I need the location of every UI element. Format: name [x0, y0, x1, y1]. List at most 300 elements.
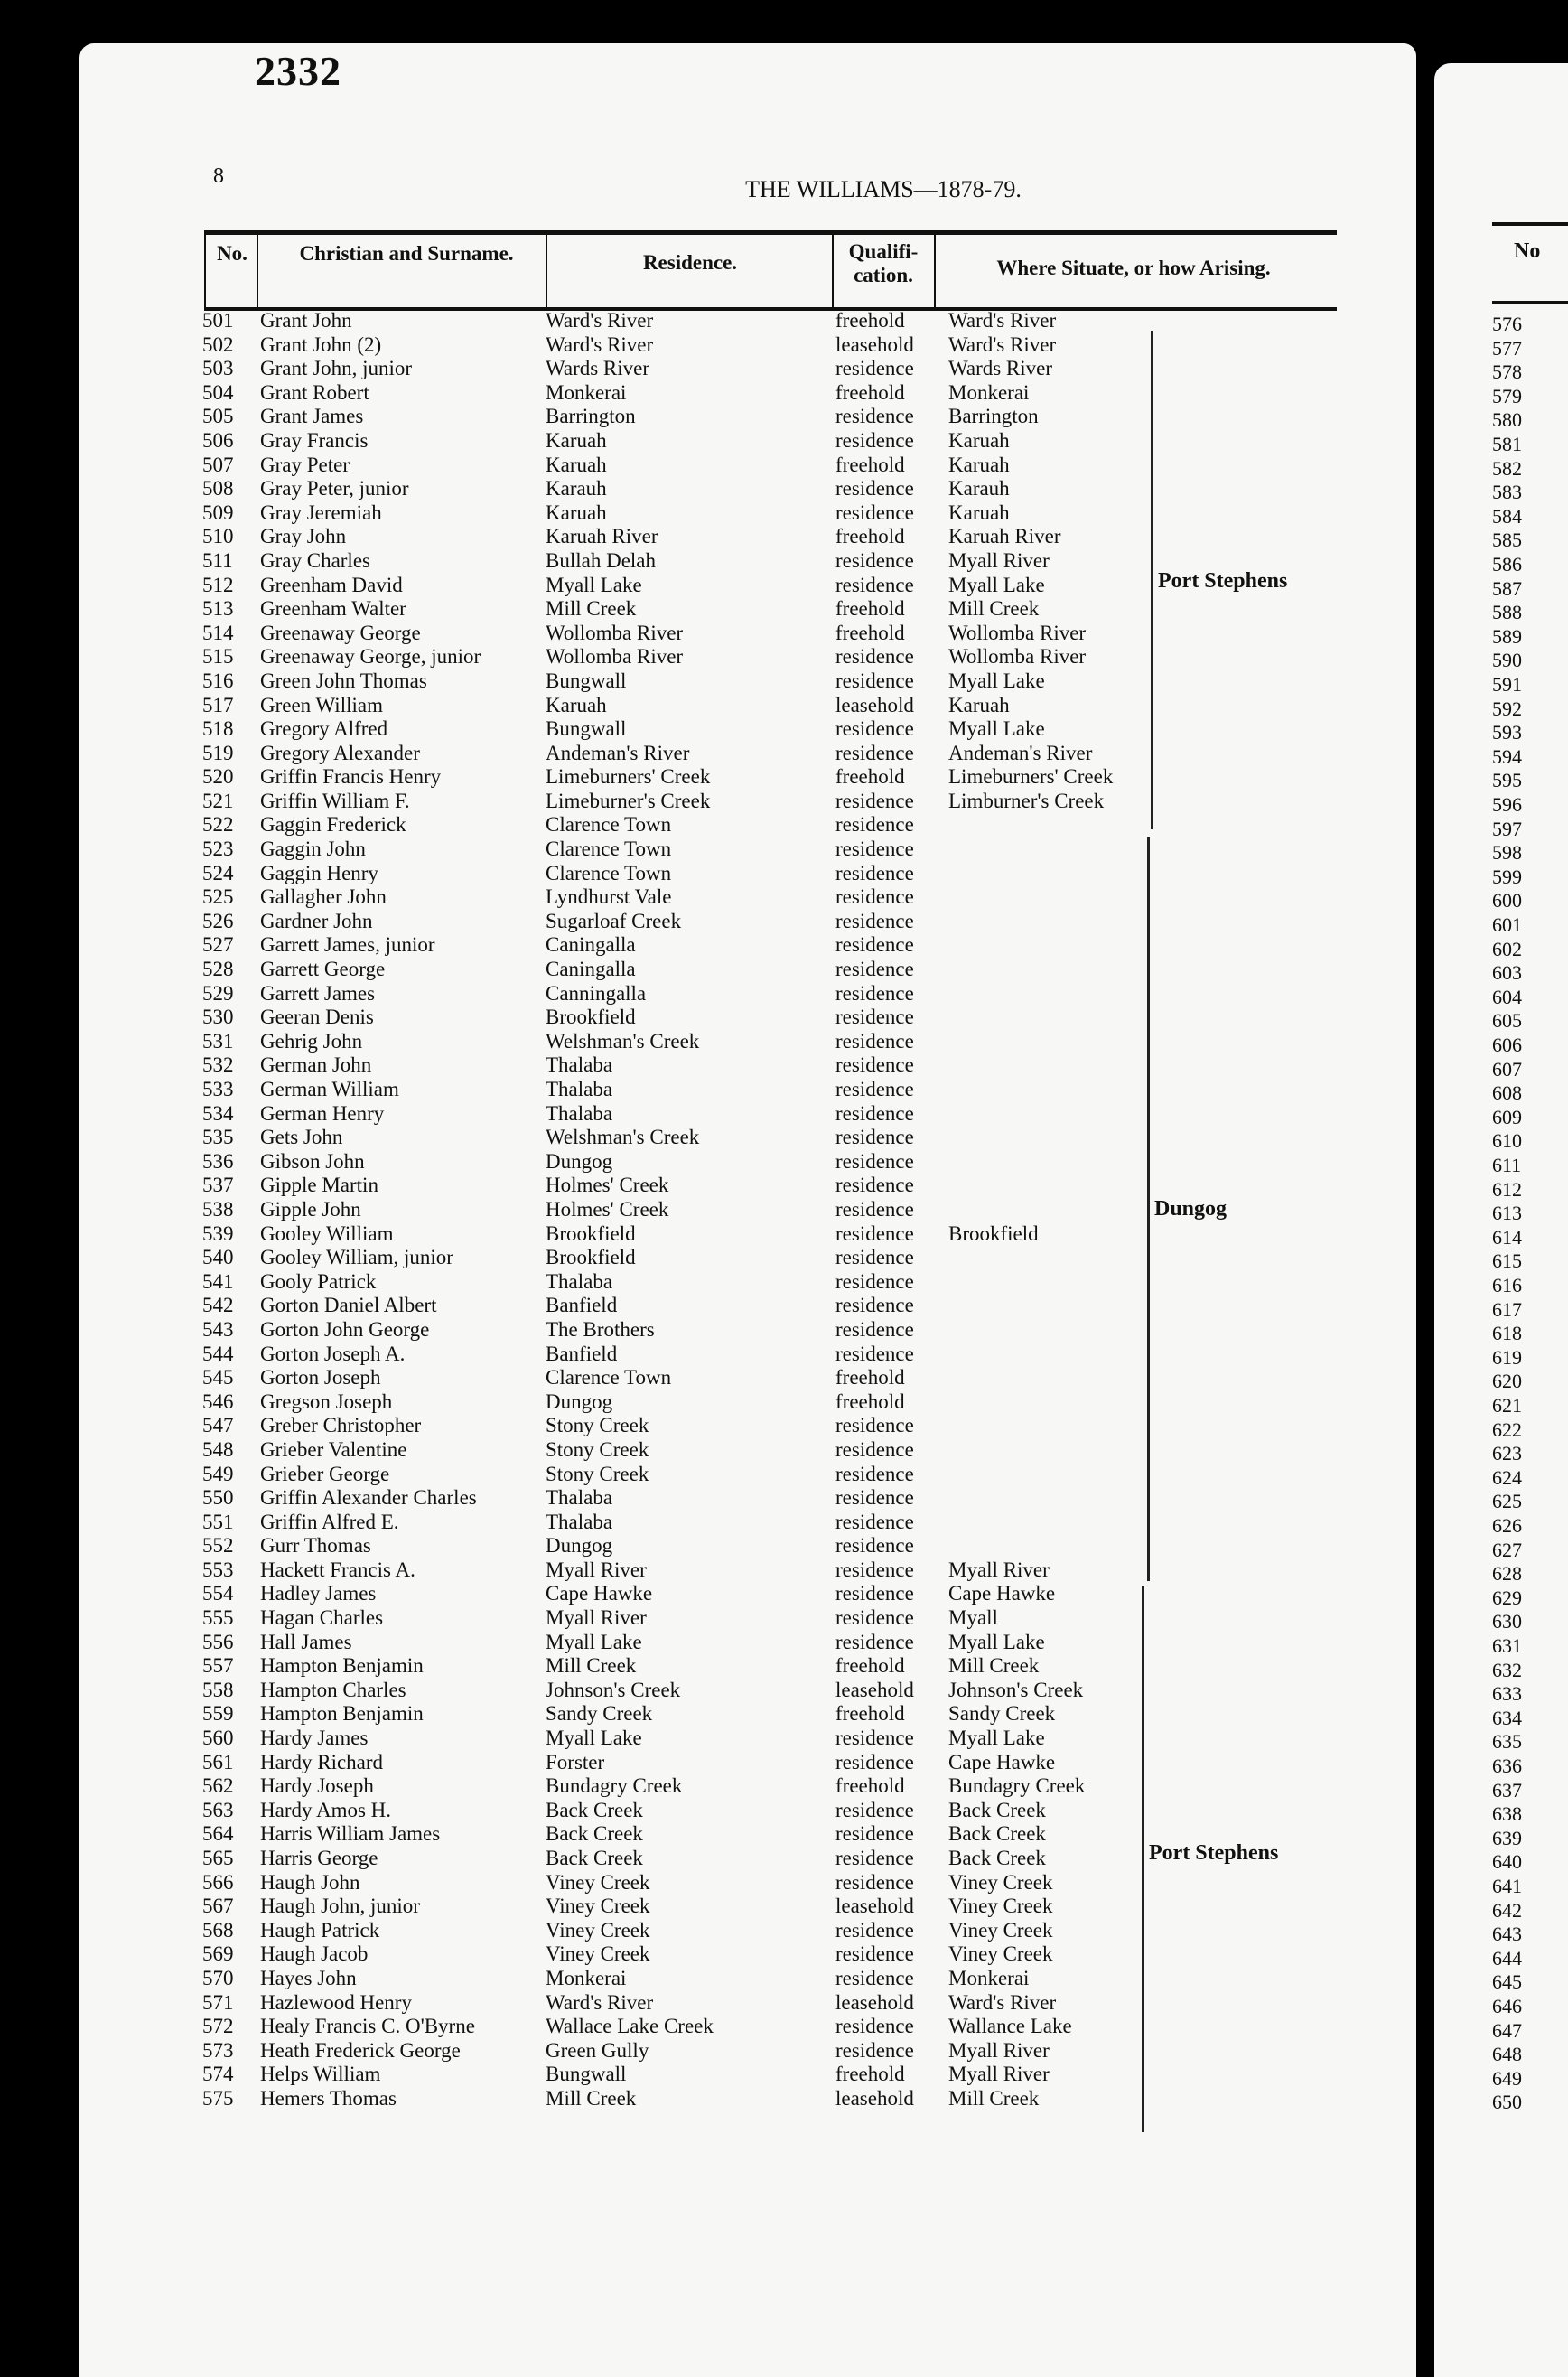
entry-number: 575 — [202, 2086, 234, 2110]
entry-number: 505 — [202, 405, 234, 428]
entry-residence: Brookfield — [546, 1246, 636, 1269]
entry-name: Griffin Francis Henry — [260, 765, 442, 789]
table-row — [181, 1366, 1337, 1390]
table-row — [181, 405, 1337, 429]
entry-where: Cape Hawke — [948, 1582, 1056, 1605]
right-page-entry-number: 592 — [1492, 697, 1522, 720]
entry-name: Griffin Alexander Charles — [260, 1486, 477, 1510]
right-page-entry-number: 625 — [1492, 1490, 1522, 1513]
entry-name: Grieber Valentine — [260, 1437, 407, 1461]
entry-qualification: residence — [835, 1078, 914, 1100]
entry-qualification: residence — [835, 1606, 914, 1630]
entry-residence: Mill Creek — [546, 597, 637, 621]
entry-qualification: residence — [835, 1727, 914, 1750]
right-page-entry-number: 636 — [1492, 1755, 1522, 1777]
entry-number: 503 — [202, 357, 234, 380]
entry-number: 560 — [202, 1727, 234, 1750]
entry-residence: Forster — [546, 1750, 605, 1773]
entry-where: Myall River — [948, 1558, 1050, 1581]
entry-qualification: residence — [835, 1149, 914, 1173]
entry-residence: Andeman's River — [546, 741, 690, 764]
entry-number: 518 — [202, 717, 234, 741]
entry-name: Garrett James, junior — [260, 933, 435, 957]
right-page-entry-number: 624 — [1492, 1465, 1522, 1489]
entry-name: Geeran Denis — [260, 1006, 374, 1029]
entry-number: 531 — [202, 1029, 234, 1053]
entry-qualification: leasehold — [835, 1895, 914, 1918]
right-page-entry-number: 607 — [1492, 1057, 1522, 1081]
entry-where: Karauh — [948, 477, 1010, 501]
entry-number: 519 — [202, 741, 234, 764]
entry-number: 558 — [202, 1678, 234, 1701]
entry-where: Cape Hawke — [948, 1750, 1056, 1773]
right-page-entry-number: 622 — [1492, 1418, 1522, 1441]
entry-name: Haugh John, junior — [260, 1895, 420, 1918]
right-page-entry-number: 586 — [1492, 553, 1522, 576]
entry-residence: Holmes' Creek — [546, 1197, 669, 1221]
bracket-label: Port Stephens — [1158, 569, 1288, 593]
table-row — [181, 742, 1337, 766]
right-page-entry-number: 576 — [1492, 313, 1522, 335]
entry-name: Greenaway George — [260, 621, 421, 644]
entry-number: 569 — [202, 1942, 234, 1966]
table-row — [181, 645, 1337, 669]
entry-number: 534 — [202, 1101, 234, 1125]
table-row — [181, 1871, 1337, 1895]
table-row — [181, 333, 1337, 358]
right-page-entry-number: 630 — [1492, 1610, 1522, 1633]
table-row — [181, 1414, 1337, 1438]
right-page-entry-number: 643 — [1492, 1923, 1522, 1946]
entry-name: Hayes John — [260, 1966, 357, 1989]
header-no: No. — [217, 242, 247, 265]
entry-number: 508 — [202, 477, 234, 501]
entry-qualification: residence — [835, 477, 914, 501]
table-row — [181, 1343, 1337, 1367]
entry-residence: Thalaba — [546, 1078, 613, 1100]
entry-residence: Monkerai — [546, 1966, 627, 1989]
entry-where: Myall Lake — [948, 669, 1045, 692]
entry-qualification: residence — [835, 1269, 914, 1293]
entry-name: Hazlewood Henry — [260, 1990, 412, 2014]
entry-number: 565 — [202, 1847, 234, 1869]
entry-residence: Dungog — [546, 1534, 613, 1558]
entry-qualification: freehold — [835, 309, 905, 332]
right-page-entry-number: 594 — [1492, 744, 1522, 768]
entry-where: Karuah — [948, 501, 1010, 524]
entry-number: 524 — [202, 861, 234, 884]
table-row — [181, 1774, 1337, 1799]
right-page-entry-number: 600 — [1492, 889, 1522, 912]
entry-residence: Caningalla — [546, 933, 636, 957]
entry-qualification: residence — [835, 1174, 914, 1197]
table-row — [181, 622, 1337, 646]
entry-qualification: residence — [835, 1053, 914, 1077]
entry-where: Johnson's Creek — [948, 1678, 1084, 1701]
entry-qualification: residence — [835, 1582, 914, 1605]
entry-qualification: residence — [835, 1029, 914, 1053]
entry-where: Limeburners' Creek — [948, 765, 1114, 789]
right-page-entry-number: 602 — [1492, 937, 1522, 960]
entry-name: Gray Jeremiah — [260, 501, 382, 524]
entry-where: Back Creek — [948, 1847, 1046, 1869]
table-row — [181, 1102, 1337, 1127]
entry-name: Greber Christopher — [260, 1414, 422, 1437]
entry-number: 538 — [202, 1197, 234, 1221]
entry-residence: Thalaba — [546, 1510, 613, 1533]
entry-name: Gaggin John — [260, 838, 366, 861]
entry-qualification: residence — [835, 357, 914, 380]
right-page-entry-number: 611 — [1492, 1154, 1522, 1176]
entry-number: 540 — [202, 1246, 234, 1269]
entry-name: Hardy Richard — [260, 1750, 384, 1773]
entry-qualification: leasehold — [835, 2086, 914, 2110]
entry-name: Hackett Francis A. — [260, 1558, 415, 1581]
column-divider — [832, 231, 834, 309]
right-page-entry-number: 609 — [1492, 1105, 1522, 1128]
column-divider — [257, 231, 258, 309]
entry-number: 544 — [202, 1342, 234, 1365]
entry-qualification: residence — [835, 1437, 914, 1461]
entry-where: Wollomba River — [948, 621, 1087, 644]
table-row — [181, 1654, 1337, 1679]
table-row — [181, 885, 1337, 910]
entry-name: Gooley William, junior — [260, 1246, 453, 1269]
right-page-entry-number: 626 — [1492, 1514, 1522, 1537]
entry-name: German William — [260, 1078, 399, 1100]
entry-residence: Lyndhurst Vale — [546, 885, 672, 909]
entry-qualification: residence — [835, 1246, 914, 1269]
right-page-entry-number: 585 — [1492, 529, 1522, 552]
entry-number: 571 — [202, 1990, 234, 2014]
right-page-entry-number: 580 — [1492, 408, 1522, 432]
entry-number: 517 — [202, 693, 234, 716]
table-row — [181, 1294, 1337, 1318]
table-row — [181, 1246, 1337, 1270]
entry-qualification: residence — [835, 861, 914, 884]
entry-residence: Bungwall — [546, 717, 627, 741]
entry-residence: Karuah — [546, 501, 607, 524]
entry-name: Gets John — [260, 1126, 343, 1149]
right-page-entry-number: 635 — [1492, 1730, 1522, 1754]
entry-name: Gregory Alexander — [260, 741, 420, 764]
entry-number: 557 — [202, 1654, 234, 1678]
entry-where: Bundagry Creek — [948, 1774, 1086, 1798]
entry-qualification: residence — [835, 1462, 914, 1485]
entry-number: 536 — [202, 1149, 234, 1173]
entry-residence: Viney Creek — [546, 1870, 650, 1894]
entry-number: 559 — [202, 1702, 234, 1726]
table-row — [181, 813, 1337, 838]
entry-number: 537 — [202, 1174, 234, 1197]
entry-name: Gehrig John — [260, 1029, 363, 1053]
entry-qualification: leasehold — [835, 1990, 914, 2014]
entry-residence: Myall River — [546, 1558, 647, 1581]
entry-residence: Barrington — [546, 405, 636, 428]
entry-name: Greenham Walter — [260, 597, 406, 621]
right-page-entry-number: 591 — [1492, 673, 1522, 696]
entry-qualification: residence — [835, 741, 914, 764]
entry-where: Mill Creek — [948, 597, 1040, 621]
entry-where: Myall Lake — [948, 717, 1045, 741]
entry-name: Gipple Martin — [260, 1174, 378, 1197]
table-row — [181, 1679, 1337, 1703]
right-page-entry-number: 582 — [1492, 456, 1522, 480]
entry-qualification: residence — [835, 1486, 914, 1510]
table-row — [181, 1727, 1337, 1751]
right-page-entry-number: 587 — [1492, 576, 1522, 600]
entry-residence: Ward's River — [546, 1990, 654, 2014]
entry-name: Gregson Joseph — [260, 1390, 393, 1413]
entry-residence: Karuah — [546, 453, 607, 476]
table-row — [181, 501, 1337, 526]
entry-qualification: freehold — [835, 1774, 905, 1798]
entry-qualification: freehold — [835, 453, 905, 476]
entry-number: 504 — [202, 380, 234, 404]
entry-qualification: freehold — [835, 621, 905, 644]
entry-residence: Ward's River — [546, 332, 654, 356]
right-page-entry-number: 579 — [1492, 384, 1522, 407]
entry-name: German John — [260, 1053, 372, 1077]
right-page-entry-number: 617 — [1492, 1297, 1522, 1321]
entry-residence: Karuah — [546, 693, 607, 716]
entry-name: Hampton Benjamin — [260, 1702, 424, 1726]
entry-residence: Karauh — [546, 477, 607, 501]
right-page-entry-number: 589 — [1492, 624, 1522, 648]
entry-residence: Viney Creek — [546, 1895, 650, 1918]
entry-name: Grant James — [260, 405, 364, 428]
right-page-entry-number: 614 — [1492, 1225, 1522, 1249]
table-row — [181, 1150, 1337, 1174]
right-page-entry-number: 601 — [1492, 913, 1522, 936]
entry-qualification: freehold — [835, 2063, 905, 2086]
right-page-entry-number: 650 — [1492, 2091, 1522, 2114]
entry-number: 509 — [202, 501, 234, 524]
entry-qualification: leasehold — [835, 1678, 914, 1701]
table-row — [181, 765, 1337, 790]
right-page-entry-number: 637 — [1492, 1778, 1522, 1801]
right-page-entry-number: 618 — [1492, 1322, 1522, 1345]
entry-residence: Johnson's Creek — [546, 1678, 681, 1701]
right-page-entry-number: 593 — [1492, 721, 1522, 744]
right-page-entry-number: 595 — [1492, 769, 1522, 792]
entry-name: Gray Charles — [260, 548, 370, 572]
folio-number: 8 — [213, 164, 224, 188]
table-row — [181, 2039, 1337, 2063]
table-row — [181, 1486, 1337, 1511]
header-where: Where Situate, or how Arising. — [996, 257, 1271, 279]
bracket-label: Port Stephens — [1149, 1841, 1279, 1865]
table-row — [181, 381, 1337, 406]
entry-name: Hardy Amos H. — [260, 1798, 392, 1821]
table-row — [181, 933, 1337, 958]
entry-name: Griffin William F. — [260, 789, 410, 812]
entry-residence: Myall River — [546, 1606, 647, 1630]
page-number: 2332 — [255, 48, 341, 94]
table-row — [181, 862, 1337, 886]
entry-number: 566 — [202, 1870, 234, 1894]
right-page-entry-number: 596 — [1492, 793, 1522, 816]
entry-qualification: residence — [835, 958, 914, 981]
entry-qualification: residence — [835, 1870, 914, 1894]
entry-residence: Dungog — [546, 1149, 613, 1173]
entry-number: 530 — [202, 1006, 234, 1029]
entry-qualification: residence — [835, 669, 914, 692]
header-qualification: Qualifi- cation. — [848, 240, 919, 286]
entry-qualification: freehold — [835, 1366, 905, 1390]
entry-where: Sandy Creek — [948, 1702, 1056, 1726]
entry-residence: Thalaba — [546, 1269, 613, 1293]
entry-name: Hagan Charles — [260, 1606, 384, 1630]
entry-number: 514 — [202, 621, 234, 644]
table-row — [181, 2063, 1337, 2087]
header-name: Christian and Surname. — [299, 242, 514, 265]
entry-qualification: residence — [835, 1847, 914, 1869]
right-page-rule — [1492, 222, 1568, 226]
entry-number: 510 — [202, 525, 234, 548]
right-page-entry-number: 606 — [1492, 1034, 1522, 1056]
entry-number: 548 — [202, 1437, 234, 1461]
running-title: THE WILLIAMS—1878-79. — [745, 176, 1022, 202]
entry-qualification: residence — [835, 1006, 914, 1029]
table-row — [181, 309, 1337, 333]
entry-number: 563 — [202, 1798, 234, 1821]
table-row — [181, 717, 1337, 742]
entry-name: Haugh John — [260, 1870, 360, 1894]
entry-residence: Thalaba — [546, 1101, 613, 1125]
entry-qualification: residence — [835, 1942, 914, 1966]
entry-number: 549 — [202, 1462, 234, 1485]
entry-name: Haugh Patrick — [260, 1918, 380, 1942]
entry-residence: Myall Lake — [546, 1630, 642, 1653]
entry-number: 535 — [202, 1126, 234, 1149]
entry-qualification: residence — [835, 1510, 914, 1533]
entry-residence: Dungog — [546, 1390, 613, 1413]
entry-residence: Brookfield — [546, 1006, 636, 1029]
table-row — [181, 1438, 1337, 1463]
entry-number: 539 — [202, 1221, 234, 1245]
entry-number: 521 — [202, 789, 234, 812]
right-page-entry-number: 621 — [1492, 1394, 1522, 1417]
entry-residence: Viney Creek — [546, 1942, 650, 1966]
entry-where: Monkerai — [948, 1966, 1030, 1989]
entry-where: Ward's River — [948, 309, 1057, 332]
entry-residence: Clarence Town — [546, 813, 672, 837]
entry-number: 525 — [202, 885, 234, 909]
entry-where: Myall River — [948, 2038, 1050, 2062]
entry-residence: Karuah River — [546, 525, 658, 548]
entry-qualification: freehold — [835, 765, 905, 789]
entry-where: Monkerai — [948, 380, 1030, 404]
table-row — [181, 694, 1337, 718]
entry-qualification: residence — [835, 1558, 914, 1581]
entry-qualification: residence — [835, 1918, 914, 1942]
entry-number: 562 — [202, 1774, 234, 1798]
table-row — [181, 1270, 1337, 1295]
entry-residence: Wollomba River — [546, 621, 684, 644]
entry-name: Greenaway George, junior — [260, 645, 481, 669]
entry-residence: Green Gully — [546, 2038, 649, 2062]
entry-where: Wards River — [948, 357, 1053, 380]
entry-where: Viney Creek — [948, 1918, 1053, 1942]
entry-residence: Welshman's Creek — [546, 1126, 700, 1149]
entry-qualification: residence — [835, 717, 914, 741]
table-row — [181, 525, 1337, 549]
entry-residence: Welshman's Creek — [546, 1029, 700, 1053]
table-row — [181, 1919, 1337, 1943]
right-page-entry-number: 646 — [1492, 1995, 1522, 2017]
table-row — [181, 1053, 1337, 1078]
entry-qualification: residence — [835, 428, 914, 452]
entry-qualification: residence — [835, 573, 914, 596]
entry-where: Wallance Lake — [948, 2015, 1072, 2038]
entry-residence: Clarence Town — [546, 838, 672, 861]
entry-qualification: residence — [835, 813, 914, 837]
table-row — [181, 1895, 1337, 1919]
entry-residence: Bundagry Creek — [546, 1774, 683, 1798]
entry-number: 556 — [202, 1630, 234, 1653]
right-page-header: No — [1514, 239, 1541, 263]
entry-number: 520 — [202, 765, 234, 789]
entry-residence: Myall Lake — [546, 573, 642, 596]
entry-qualification: freehold — [835, 1702, 905, 1726]
entry-number: 516 — [202, 669, 234, 692]
entry-where: Back Creek — [948, 1822, 1046, 1846]
entry-number: 522 — [202, 813, 234, 837]
entry-name: Heath Frederick George — [260, 2038, 461, 2062]
right-page-entry-number: 616 — [1492, 1274, 1522, 1296]
right-page-rule — [1492, 301, 1568, 304]
entry-name: Gray Peter, junior — [260, 477, 409, 501]
entry-number: 543 — [202, 1317, 234, 1341]
entry-residence: Bungwall — [546, 2063, 627, 2086]
entry-residence: Limeburner's Creek — [546, 789, 711, 812]
bracket-label: Dungog — [1154, 1197, 1227, 1221]
right-page-entry-number: 629 — [1492, 1586, 1522, 1609]
entry-qualification: residence — [835, 1414, 914, 1437]
table-row — [181, 790, 1337, 814]
table-row — [181, 477, 1337, 501]
table-row — [181, 1078, 1337, 1102]
entry-where: Karuah — [948, 428, 1010, 452]
entry-qualification: residence — [835, 933, 914, 957]
entry-name: Gallagher John — [260, 885, 387, 909]
entry-name: Harris William James — [260, 1822, 441, 1846]
entry-name: Gurr Thomas — [260, 1534, 371, 1558]
right-page-entry-number: 578 — [1492, 360, 1522, 384]
entry-residence: Back Creek — [546, 1822, 643, 1846]
entry-qualification: residence — [835, 2038, 914, 2062]
right-page-entry-number: 647 — [1492, 2018, 1522, 2042]
bracket-dungog — [1136, 837, 1150, 1581]
table-row — [181, 1463, 1337, 1487]
entry-qualification: leasehold — [835, 332, 914, 356]
entry-residence: Sandy Creek — [546, 1702, 653, 1726]
entry-number: 528 — [202, 958, 234, 981]
entry-residence: The Brothers — [546, 1317, 655, 1341]
entry-where: Andeman's River — [948, 741, 1093, 764]
entry-qualification: residence — [835, 1630, 914, 1653]
entry-where: Viney Creek — [948, 1942, 1053, 1966]
entry-number: 541 — [202, 1269, 234, 1293]
entry-name: Gorton John George — [260, 1317, 430, 1341]
entry-name: Haugh Jacob — [260, 1942, 369, 1966]
entry-qualification: freehold — [835, 597, 905, 621]
entry-name: German Henry — [260, 1101, 385, 1125]
entry-number: 567 — [202, 1895, 234, 1918]
entry-name: Helps William — [260, 2063, 381, 2086]
bracket-port-stephens-1 — [1140, 331, 1153, 829]
